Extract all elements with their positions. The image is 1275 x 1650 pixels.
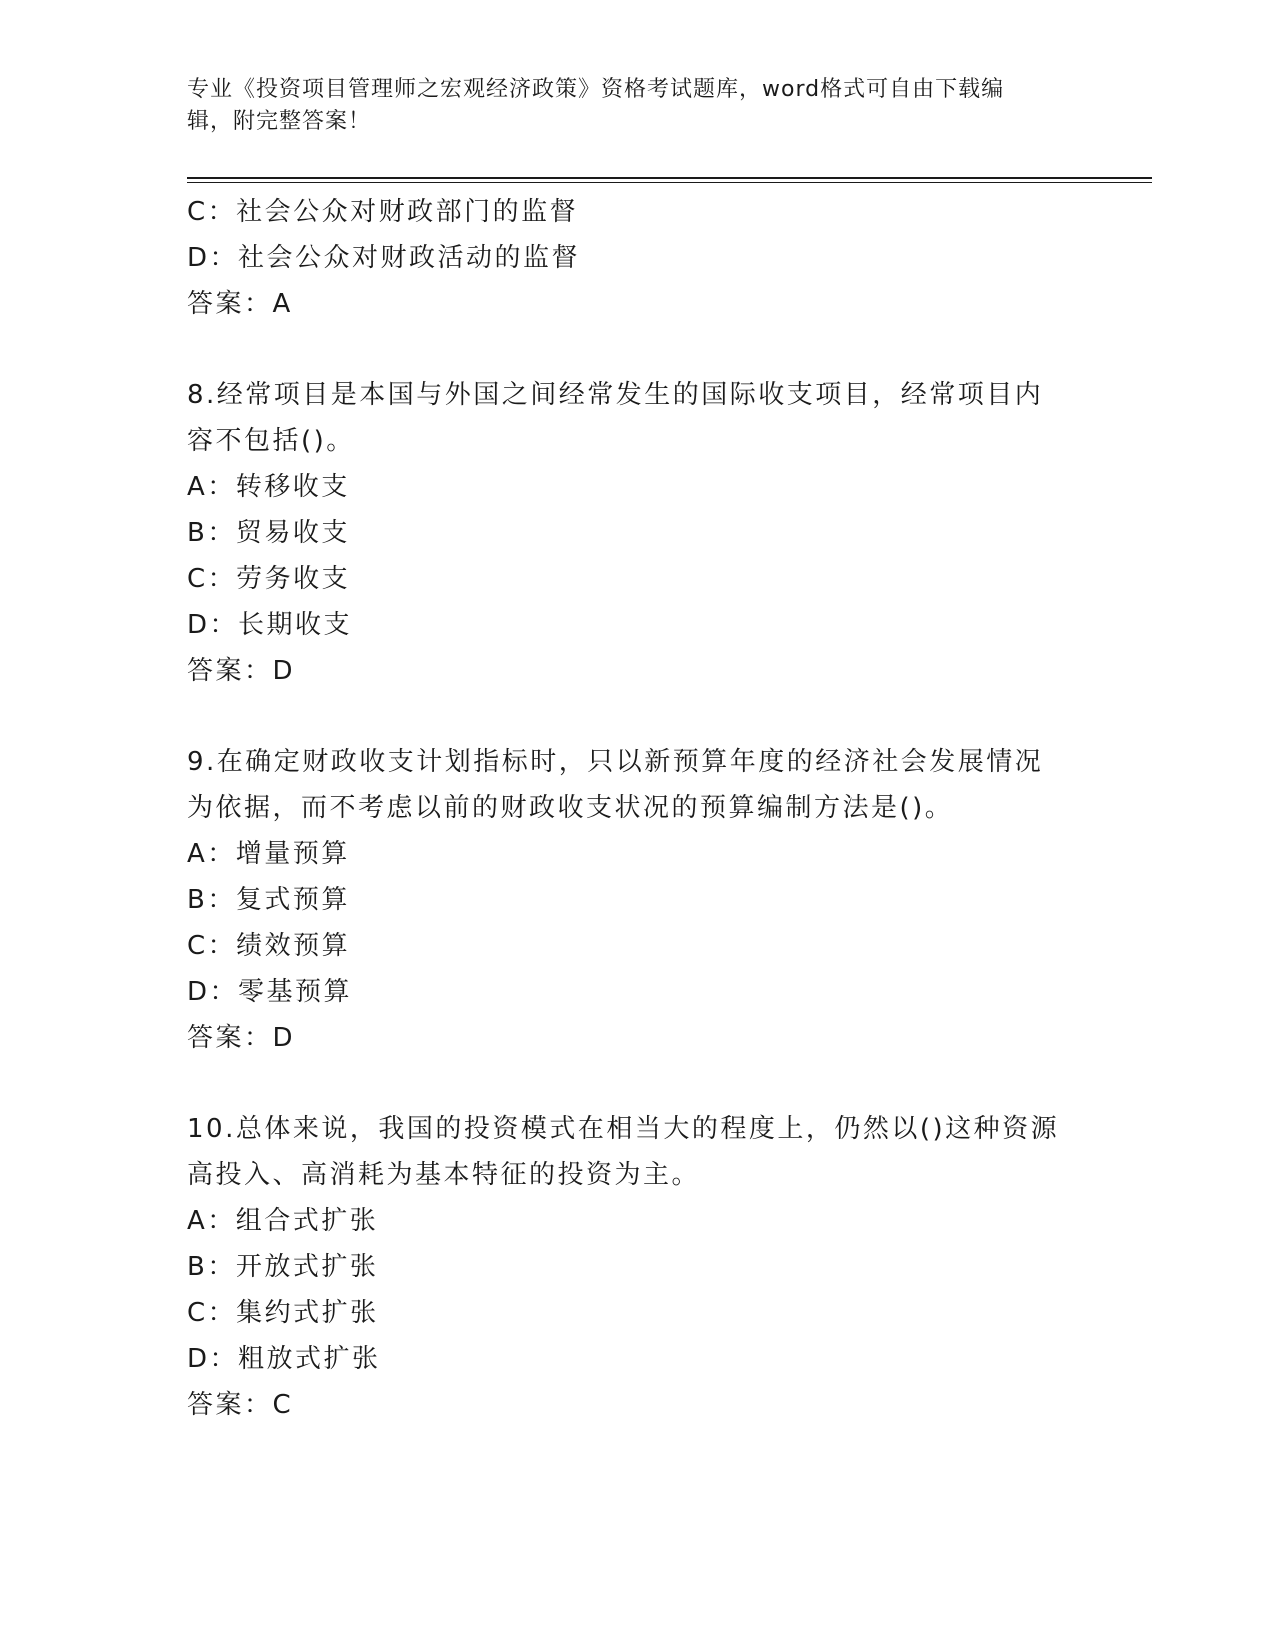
answer-line: 答案：A: [187, 289, 293, 319]
option-d: D：长期收支: [187, 610, 353, 640]
question-9: [187, 739, 1087, 1061]
option-d: D：粗放式扩张: [187, 1344, 381, 1374]
option-d: D：零基预算: [187, 977, 353, 1007]
option-a: A：转移收支: [187, 472, 350, 502]
question-text-line: 高投入、高消耗为基本特征的投资为主。: [187, 1160, 701, 1190]
answer-line: 答案：D: [187, 656, 296, 686]
option-a: A：增量预算: [187, 839, 350, 869]
header-divider-thick: [187, 177, 1152, 179]
option-d: D：社会公众对财政活动的监督: [187, 243, 581, 273]
option-c: C：社会公众对财政部门的监督: [187, 197, 579, 227]
question-text-line: 8.经常项目是本国与外国之间经常发生的国际收支项目，经常项目内: [187, 380, 1044, 410]
page-header: [187, 74, 1067, 138]
spacer: [187, 694, 1087, 739]
option-a: A：组合式扩张: [187, 1206, 379, 1236]
spacer: [187, 327, 1087, 372]
option-c: C：绩效预算: [187, 931, 351, 961]
option-c: C：集约式扩张: [187, 1298, 379, 1328]
question-text-line: 9.在确定财政收支计划指标时，只以新预算年度的经济社会发展情况: [187, 747, 1044, 777]
question-text-line: 为依据，而不考虑以前的财政收支状况的预算编制方法是()。: [187, 793, 954, 823]
answer-line: 答案：C: [187, 1390, 294, 1420]
option-b: B：开放式扩张: [187, 1252, 379, 1282]
header-line-2: 辑，附完整答案！: [187, 109, 372, 134]
question-10: [187, 1106, 1087, 1428]
header-line-1: 专业《投资项目管理师之宏观经济政策》资格考试题库，word格式可自由下载编: [187, 77, 1005, 102]
question-8: [187, 372, 1087, 694]
question-7-continuation: [187, 189, 1087, 327]
answer-line: 答案：D: [187, 1023, 296, 1053]
question-text-line: 10.总体来说，我国的投资模式在相当大的程度上，仍然以()这种资源: [187, 1114, 1060, 1144]
question-content: [187, 189, 1087, 1428]
option-b: B：复式预算: [187, 885, 350, 915]
spacer: [187, 1061, 1087, 1106]
option-c: C：劳务收支: [187, 564, 351, 594]
question-text-line: 容不包括()。: [187, 426, 355, 456]
option-b: B：贸易收支: [187, 518, 350, 548]
header-divider-thin: [187, 182, 1152, 183]
